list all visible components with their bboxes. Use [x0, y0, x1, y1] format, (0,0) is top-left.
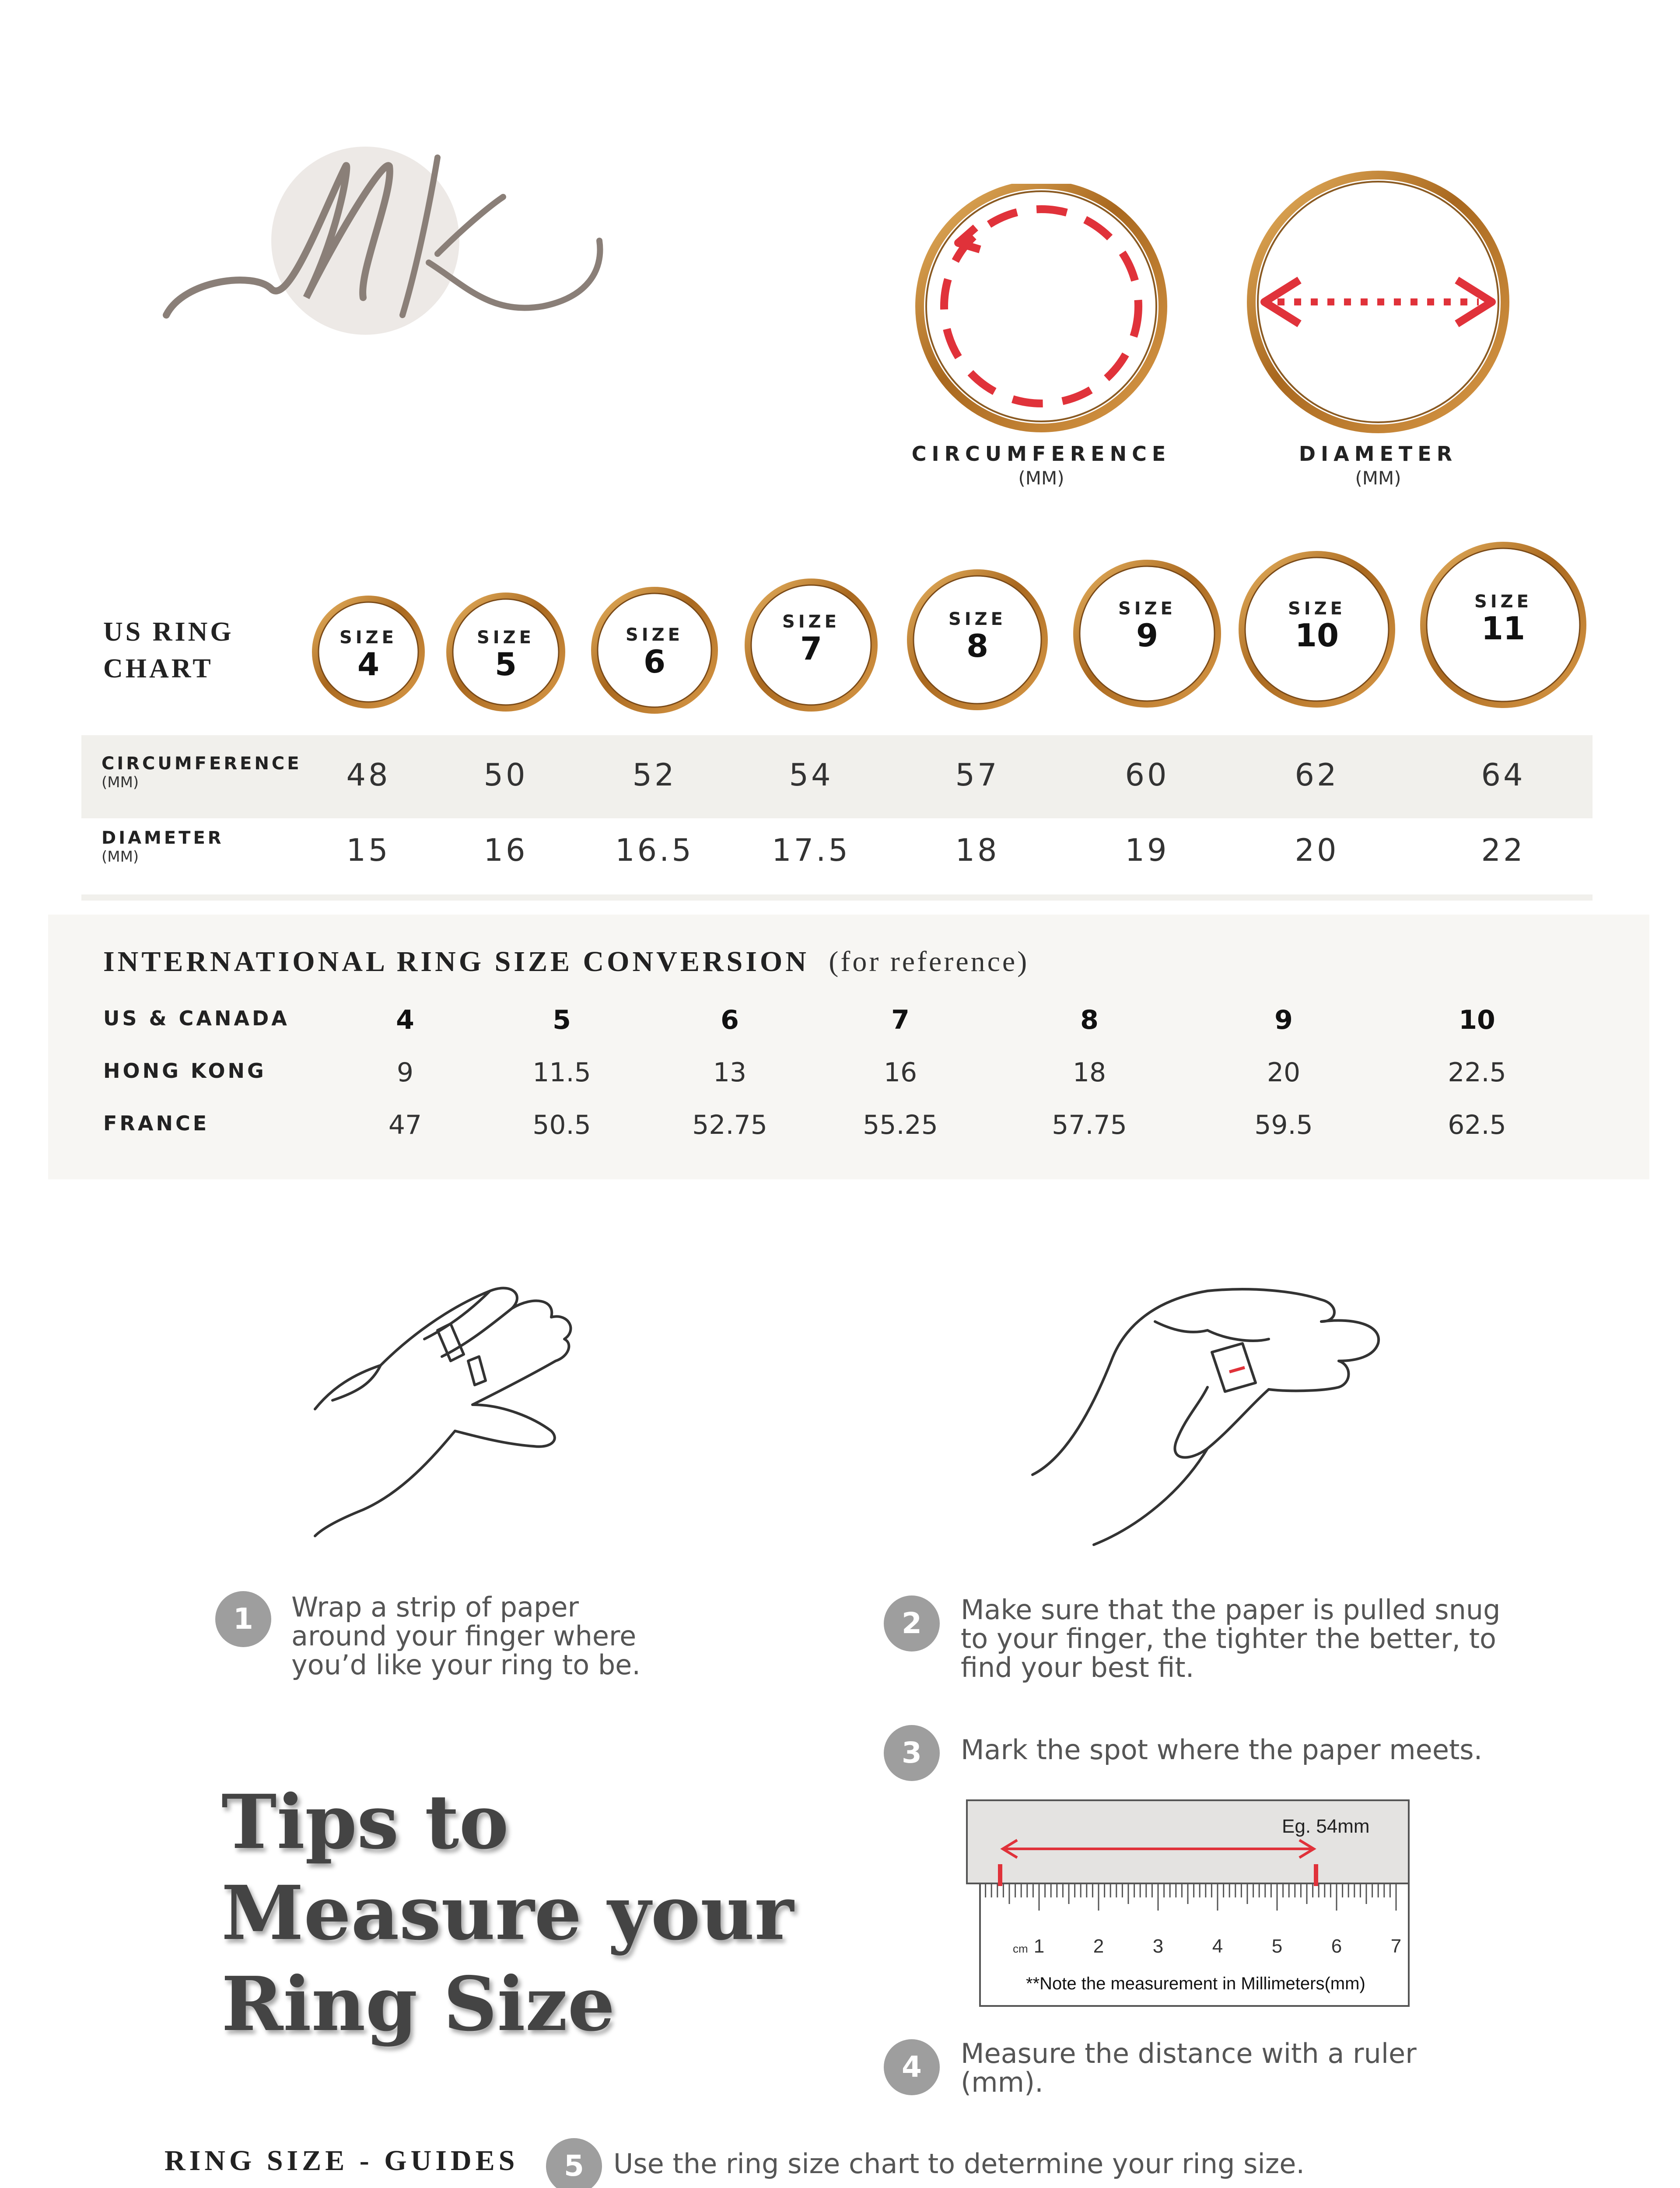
ruler-unit-label: cm: [1013, 1942, 1028, 1955]
conversion-cell: 5: [553, 1005, 571, 1035]
conversion-cell: 8: [1080, 1005, 1099, 1035]
step-4-line: Measure the distance with a ruler: [961, 2037, 1417, 2069]
table-divider: [81, 894, 1592, 901]
conversion-row-label: FRANCE: [103, 1112, 210, 1135]
ring-size-10: [1237, 550, 1396, 709]
step-1-line: Wrap a strip of paper: [291, 1591, 579, 1623]
step-4-line: (mm).: [961, 2066, 1043, 2098]
ring-size-9: [1072, 558, 1222, 709]
step-5-line: Use the ring size chart to determine your ring size.: [613, 2148, 1305, 2180]
conversion-cell: 11.5: [532, 1057, 591, 1088]
conversion-cell: 47: [388, 1110, 422, 1140]
tips-title: [221, 1777, 794, 2050]
ring-size-number: 9: [1136, 617, 1158, 654]
conversion-row-label: HONG KONG: [103, 1059, 266, 1083]
step-1-text: [291, 1593, 640, 1680]
ring-size-8: [906, 568, 1049, 712]
circumference-value: 64: [1481, 757, 1526, 793]
circumference-value: 52: [632, 757, 677, 793]
circumference-label: CIRCUMFERENCE: [911, 442, 1171, 466]
step-2-line: Make sure that the paper is pulled snug: [961, 1594, 1501, 1626]
step-3-badge: 3: [884, 1725, 940, 1781]
ruler-number: 5: [1271, 1936, 1283, 1957]
step-1-line: you’d like your ring to be.: [291, 1649, 641, 1681]
diameter-row-unit: (MM): [102, 848, 139, 866]
conversion-cell: 9: [396, 1057, 414, 1088]
conversion-cell: 7: [891, 1005, 910, 1035]
step-5-text: [613, 2149, 1305, 2178]
ring-size-word: SIZE: [948, 609, 1007, 629]
diameter-value: 15: [346, 832, 391, 868]
step-2-badge: 2: [884, 1595, 940, 1652]
conversion-cell: 50.5: [532, 1110, 591, 1140]
conversion-cell: 6: [721, 1005, 739, 1035]
diameter-row-header: [102, 828, 224, 866]
ring-size-7: [743, 577, 879, 713]
ruler-illustration: [962, 1799, 1418, 2009]
hand-illustration-2: [1024, 1273, 1418, 1571]
diameter-label: DIAMETER: [1298, 442, 1458, 466]
step-5-badge: 5: [546, 2138, 602, 2188]
tips-title-line: Measure your: [221, 1869, 794, 1957]
diameter-value: 17.5: [772, 832, 850, 868]
step-3-line: Mark the spot where the paper meets.: [961, 1734, 1483, 1766]
ring-size-number: 4: [357, 646, 380, 683]
ruler-number: 7: [1390, 1936, 1402, 1957]
conversion-heading: [103, 945, 1029, 978]
step-1-badge: 1: [215, 1591, 271, 1647]
ring-size-word: SIZE: [1474, 592, 1533, 612]
ring-size-5: [445, 591, 567, 713]
conversion-cell: 16: [883, 1057, 917, 1088]
diameter-value: 18: [955, 832, 1000, 868]
ring-size-number: 7: [800, 630, 822, 667]
conversion-cell: 18: [1072, 1057, 1106, 1088]
ring-size-word: SIZE: [1288, 599, 1346, 619]
diameter-row-label: DIAMETER: [102, 828, 224, 848]
circumference-value: 48: [346, 757, 391, 793]
diameter-value: 16.5: [615, 832, 694, 868]
ring-size-number: 10: [1295, 617, 1339, 654]
circumference-row-label: CIRCUMFERENCE: [102, 754, 302, 774]
conversion-note: (for reference): [829, 946, 1029, 978]
step-2-line: to your finger, the tighter the better, to: [961, 1623, 1496, 1655]
diameter-value: 19: [1125, 832, 1169, 868]
circumference-row-header: [102, 754, 302, 791]
ring-size-4: [311, 594, 426, 710]
ring-size-word: SIZE: [782, 612, 840, 632]
tips-title-line: Ring Size: [221, 1960, 615, 2048]
diameter-diagram: [1242, 171, 1514, 442]
step-3-text: [961, 1736, 1482, 1764]
ring-size-word: SIZE: [339, 628, 398, 648]
circumference-value: 50: [483, 757, 528, 793]
conversion-cell: 13: [713, 1057, 747, 1088]
ring-size-11: [1419, 540, 1588, 709]
step-2-text: [961, 1595, 1501, 1682]
step-4-text: [961, 2039, 1417, 2097]
conversion-cell: 57.75: [1052, 1110, 1127, 1140]
diameter-value: 22: [1481, 832, 1526, 868]
ruler-number: 1: [1033, 1936, 1045, 1957]
circumference-value: 60: [1125, 757, 1169, 793]
us-chart-title-line1: US RING: [103, 617, 234, 647]
ring-size-number: 5: [494, 646, 517, 683]
ruler-number: 2: [1093, 1936, 1104, 1957]
hand-illustration-1: [306, 1273, 612, 1558]
step-4-badge: 4: [884, 2039, 940, 2095]
ruler-number: 3: [1152, 1936, 1164, 1957]
ring-size-number: 11: [1481, 610, 1526, 647]
circumference-value: 62: [1295, 757, 1339, 793]
ring-size-word: SIZE: [1118, 599, 1176, 619]
conversion-cell: 52.75: [692, 1110, 767, 1140]
conversion-title: INTERNATIONAL RING SIZE CONVERSION: [103, 946, 809, 978]
conversion-cell: 55.25: [863, 1110, 938, 1140]
ring-size-guides-label: RING SIZE - GUIDES: [164, 2145, 519, 2177]
ring-size-number: 8: [966, 628, 989, 664]
circumference-value: 54: [789, 757, 833, 793]
conversion-cell: 62.5: [1448, 1110, 1506, 1140]
ruler-number: 6: [1331, 1936, 1342, 1957]
conversion-cell: 59.5: [1254, 1110, 1313, 1140]
ruler-example-label: Eg. 54mm: [1282, 1816, 1370, 1837]
conversion-cell: 22.5: [1448, 1057, 1506, 1088]
circumference-diagram: [910, 184, 1172, 446]
us-chart-title: [103, 614, 234, 687]
us-chart-title-line2: CHART: [103, 654, 214, 684]
conversion-row-label: US & CANADA: [103, 1006, 290, 1030]
conversion-cell: 4: [396, 1005, 414, 1035]
diameter-value: 20: [1295, 832, 1339, 868]
circumference-row-unit: (MM): [102, 774, 139, 791]
ring-size-number: 6: [643, 643, 666, 680]
conversion-cell: 10: [1459, 1005, 1495, 1035]
ring-size-word: SIZE: [476, 628, 535, 648]
ring-size-6: [590, 586, 719, 715]
circumference-value: 57: [955, 757, 1000, 793]
ruler-note: **Note the measurement in Millimeters(mm): [1026, 1974, 1365, 1993]
conversion-cell: 20: [1267, 1057, 1301, 1088]
diameter-value: 16: [483, 832, 528, 868]
step-1-line: around your finger where: [291, 1620, 637, 1652]
step-2-line: find your best fit.: [961, 1652, 1194, 1683]
diameter-unit: (MM): [1355, 467, 1401, 489]
conversion-cell: 9: [1274, 1005, 1293, 1035]
tips-title-line: Tips to: [221, 1778, 509, 1866]
brand-logo: [158, 140, 617, 350]
ruler-number: 4: [1212, 1936, 1223, 1957]
ring-size-word: SIZE: [625, 625, 684, 645]
circumference-unit: (MM): [1018, 467, 1064, 489]
